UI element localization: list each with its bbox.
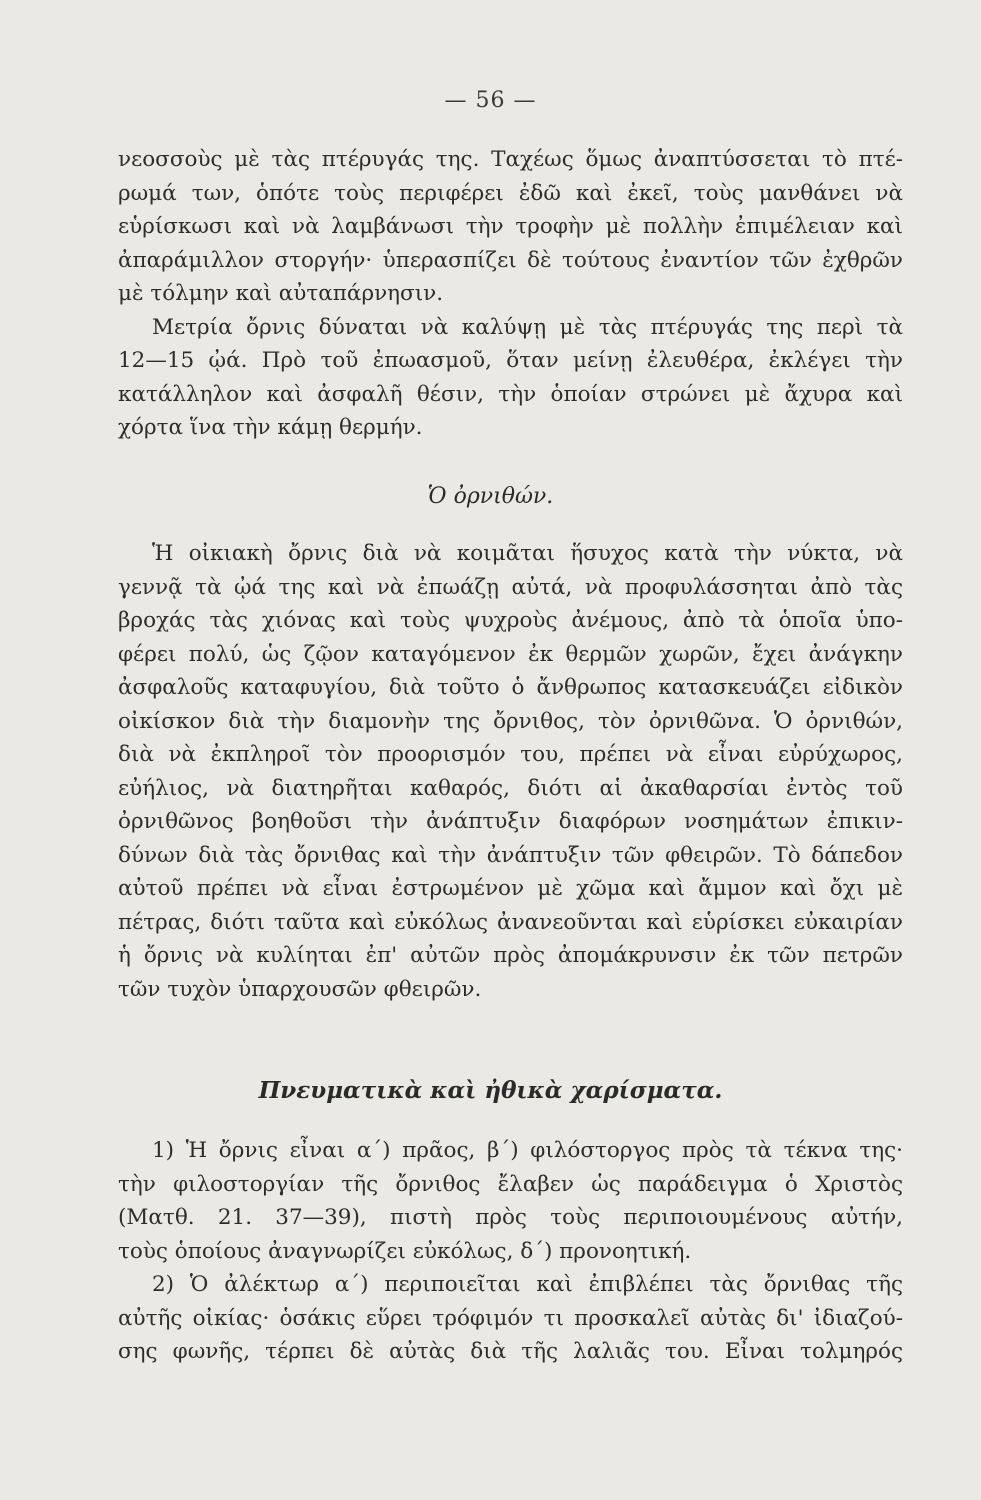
text-line: ἀσφαλοῦς καταφυγίου, διὰ τοῦτο ὁ ἄνθρωπος κατασκευάζει εἰδικὸν	[118, 675, 903, 700]
text-line: βροχάς τὰς χιόνας καὶ τοὺς ψυχροὺς ἀνέμους, ἀπὸ τὰ ὁποῖα ὑπο-	[118, 608, 903, 633]
paragraph-eggs	[118, 311, 903, 445]
text-line: μὲ τόλμην καὶ αὐταπάρνησιν.	[118, 281, 444, 306]
text-line: 1) Ἡ ὄρνις εἶναι α΄) πρᾶος, β΄) φιλόστοργος πρὸς τὰ τέκνα της·	[152, 1138, 903, 1163]
text-line: διὰ νὰ ἐκπληροῖ τὸν προορισμόν του, πρέπει νὰ εἶναι εὐρύχωρος,	[118, 742, 903, 767]
text-block-virtues	[118, 1134, 903, 1369]
paragraph-henhouse	[118, 537, 903, 1006]
paragraph-hen-virtues	[118, 1134, 903, 1268]
text-line: εὐήλιος, νὰ διατηρῆται καθαρός, διότι αἱ ἀκαθαρσίαι ἐντὸς τοῦ	[118, 775, 903, 801]
text-line: οἰκίσκον διὰ τὴν διαμονὴν της ὄρνιθος, τὸν ὀρνιθῶνα. Ὁ ὀρνιθών,	[118, 708, 903, 734]
paragraph-chicks	[118, 143, 903, 311]
text-line: τοὺς ὁποίους ἀναγνωρίζει εὐκόλως, δ΄) προνοητική.	[118, 1238, 692, 1264]
text-line: αὐτοῦ πρέπει νὰ εἶναι ἐστρωμένον μὲ χῶμα καὶ ἄμμον καὶ ὄχι μὲ	[118, 876, 903, 901]
text-line: σης φωνῆς, τέρπει δὲ αὐτὰς διὰ τῆς λαλιᾶς του. Εἶναι τολμηρός	[118, 1339, 903, 1364]
text-line: εὑρίσκωσι καὶ νὰ λαμβάνωσι τὴν τροφὴν μὲ πολλὴν ἐπιμέλειαν καὶ	[118, 214, 903, 239]
paragraph-rooster-virtues	[118, 1268, 903, 1369]
text-block-henhouse	[118, 537, 903, 1006]
text-line: χόρτα ἵνα τὴν κάμῃ θερμήν.	[118, 415, 423, 440]
text-line: 2) Ὁ ἀλέκτωρ α΄) περιποιεῖται καὶ ἐπιβλέπει τὰς ὄρνιθας τῆς	[152, 1272, 903, 1297]
text-line: ἀπαράμιλλον στοργήν· ὑπερασπίζει δὲ τούτους ἐναντίον τῶν ἐχθρῶν	[118, 247, 903, 273]
text-line: 12—15 ᾠά. Πρὸ τοῦ ἐπωασμοῦ, ὅταν μείνῃ ἐλευθέρα, ἐκλέγει τὴν	[118, 348, 903, 373]
text-line: τὴν φιλοστοργίαν τῆς ὄρνιθος ἔλαβεν ὡς παράδειγμα ὁ Χριστὸς	[118, 1171, 903, 1197]
text-line: πέτρας, διότι ταῦτα καὶ εὐκόλως ἀνανεοῦνται καὶ εὑρίσκει εὐκαιρίαν	[118, 909, 903, 935]
page-number: — 56 —	[444, 88, 537, 113]
text-line: τῶν τυχὸν ὑπαρχουσῶν φθειρῶν.	[118, 976, 482, 1002]
text-line: ἡ ὄρνις νὰ κυλίηται ἐπ' αὐτῶν πρὸς ἀπομάκρυνσιν ἐκ τῶν πετρῶν	[118, 943, 903, 968]
text-line: ὀρνιθῶνος βοηθοῦσι τὴν ἀνάπτυξιν διαφόρων νοσημάτων ἐπικιν-	[118, 809, 903, 834]
text-line: (Ματθ. 21. 37—39), πιστὴ πρὸς τοὺς περιποιουμένους αὐτήν,	[118, 1205, 903, 1230]
text-line: Ἡ οἰκιακὴ ὄρνις διὰ νὰ κοιμᾶται ἥσυχος κατὰ τὴν νύκτα, νὰ	[152, 541, 903, 566]
text-line: γεννᾷ τὰ ᾠά της καὶ νὰ ἐπωάζῃ αὐτά, νὰ προφυλάσσηται ἀπὸ τὰς	[118, 574, 903, 600]
text-line: κατάλληλον καὶ ἀσφαλῆ θέσιν, τὴν ὁποίαν στρώνει μὲ ἄχυρα καὶ	[118, 381, 903, 407]
text-line: δύνων διὰ τὰς ὄρνιθας καὶ τὴν ἀνάπτυξιν τῶν φθειρῶν. Τὸ δάπεδον	[118, 842, 903, 868]
section-heading-henhouse: Ὁ ὀρνιθών.	[427, 484, 554, 509]
text-block-intro	[118, 143, 903, 445]
text-line: φέρει πολύ, ὡς ζῷον καταγόμενον ἐκ θερμῶν χωρῶν, ἔχει ἀνάγκην	[118, 641, 903, 667]
text-line: νεοσσοὺς μὲ τὰς πτέρυγάς της. Ταχέως ὅμως ἀναπτύσσεται τὸ πτέ-	[118, 147, 903, 172]
section-heading-virtues: Πνευματικὰ καὶ ἠθικὰ χαρίσματα.	[258, 1077, 723, 1104]
text-line: αὐτῆς οἰκίας· ὁσάκις εὕρει τρόφιμόν τι προσκαλεῖ αὐτὰς δι' ἰδιαζού-	[118, 1305, 903, 1331]
text-line: ρωμά των, ὁπότε τοὺς περιφέρει ἐδῶ καὶ ἐκεῖ, τοὺς μανθάνει νὰ	[118, 180, 903, 206]
text-line: Μετρία ὄρνις δύναται νὰ καλύψῃ μὲ τὰς πτέρυγάς της περὶ τὰ	[152, 314, 903, 340]
